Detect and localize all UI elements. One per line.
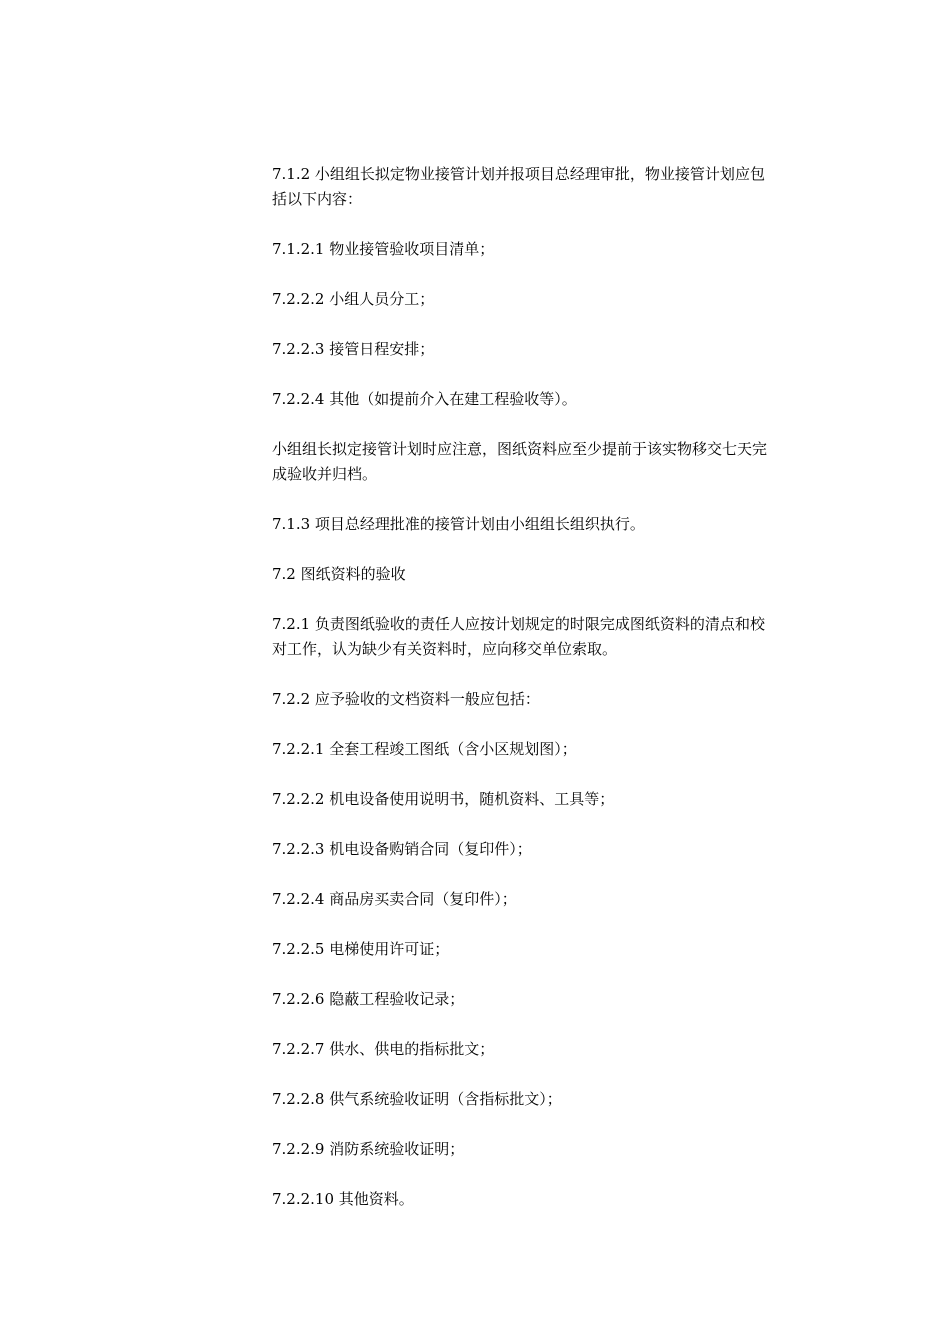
paragraph-7-2-2-2-staff: 7.2.2.2 小组人员分工； (272, 290, 435, 308)
list-item-7-2-2-10: 7.2.2.10 其他资料。 (272, 1190, 414, 1208)
paragraph-7-2-2-3-schedule: 7.2.2.3 接管日程安排； (272, 340, 435, 358)
paragraph-7-2-2-4-other: 7.2.2.4 其他（如提前介入在建工程验收等）。 (272, 390, 577, 408)
section-heading-7-2: 7.2 图纸资料的验收 (272, 565, 406, 583)
list-item-7-2-2-6: 7.2.2.6 隐蔽工程验收记录； (272, 990, 465, 1008)
list-item-7-2-2-8: 7.2.2.8 供气系统验收证明（含指标批文）； (272, 1090, 562, 1108)
paragraph-7-1-3: 7.1.3 项目总经理批准的接管计划由小组组长组织执行。 (272, 515, 645, 533)
list-item-7-2-2-1: 7.2.2.1 全套工程竣工图纸（含小区规划图）； (272, 740, 577, 758)
document-body (272, 162, 772, 1237)
paragraph-7-2-2: 7.2.2 应予验收的文档资料一般应包括： (272, 690, 540, 708)
list-item-7-2-2-2: 7.2.2.2 机电设备使用说明书，随机资料、工具等； (272, 790, 615, 808)
paragraph-7-1-2-1: 7.1.2.1 物业接管验收项目清单； (272, 240, 495, 258)
paragraph-7-2-1: 7.2.1 负责图纸验收的责任人应按计划规定的时限完成图纸资料的清点和校对工作，认为缺少有关资料时，应向移交单位索取。 (272, 615, 765, 658)
list-item-7-2-2-5: 7.2.2.5 电梯使用许可证； (272, 940, 450, 958)
list-item-7-2-2-7: 7.2.2.7 供水、供电的指标批文； (272, 1040, 495, 1058)
paragraph-note: 小组组长拟定接管计划时应注意，图纸资料应至少提前于该实物移交七天完成验收并归档。 (272, 440, 768, 483)
list-item-7-2-2-4: 7.2.2.4 商品房买卖合同（复印件）； (272, 890, 517, 908)
list-item-7-2-2-9: 7.2.2.9 消防系统验收证明； (272, 1140, 465, 1158)
list-item-7-2-2-3: 7.2.2.3 机电设备购销合同（复印件）； (272, 840, 532, 858)
paragraph-7-1-2: 7.1.2 小组组长拟定物业接管计划并报项目总经理审批，物业接管计划应包括以下内容： (272, 165, 765, 208)
